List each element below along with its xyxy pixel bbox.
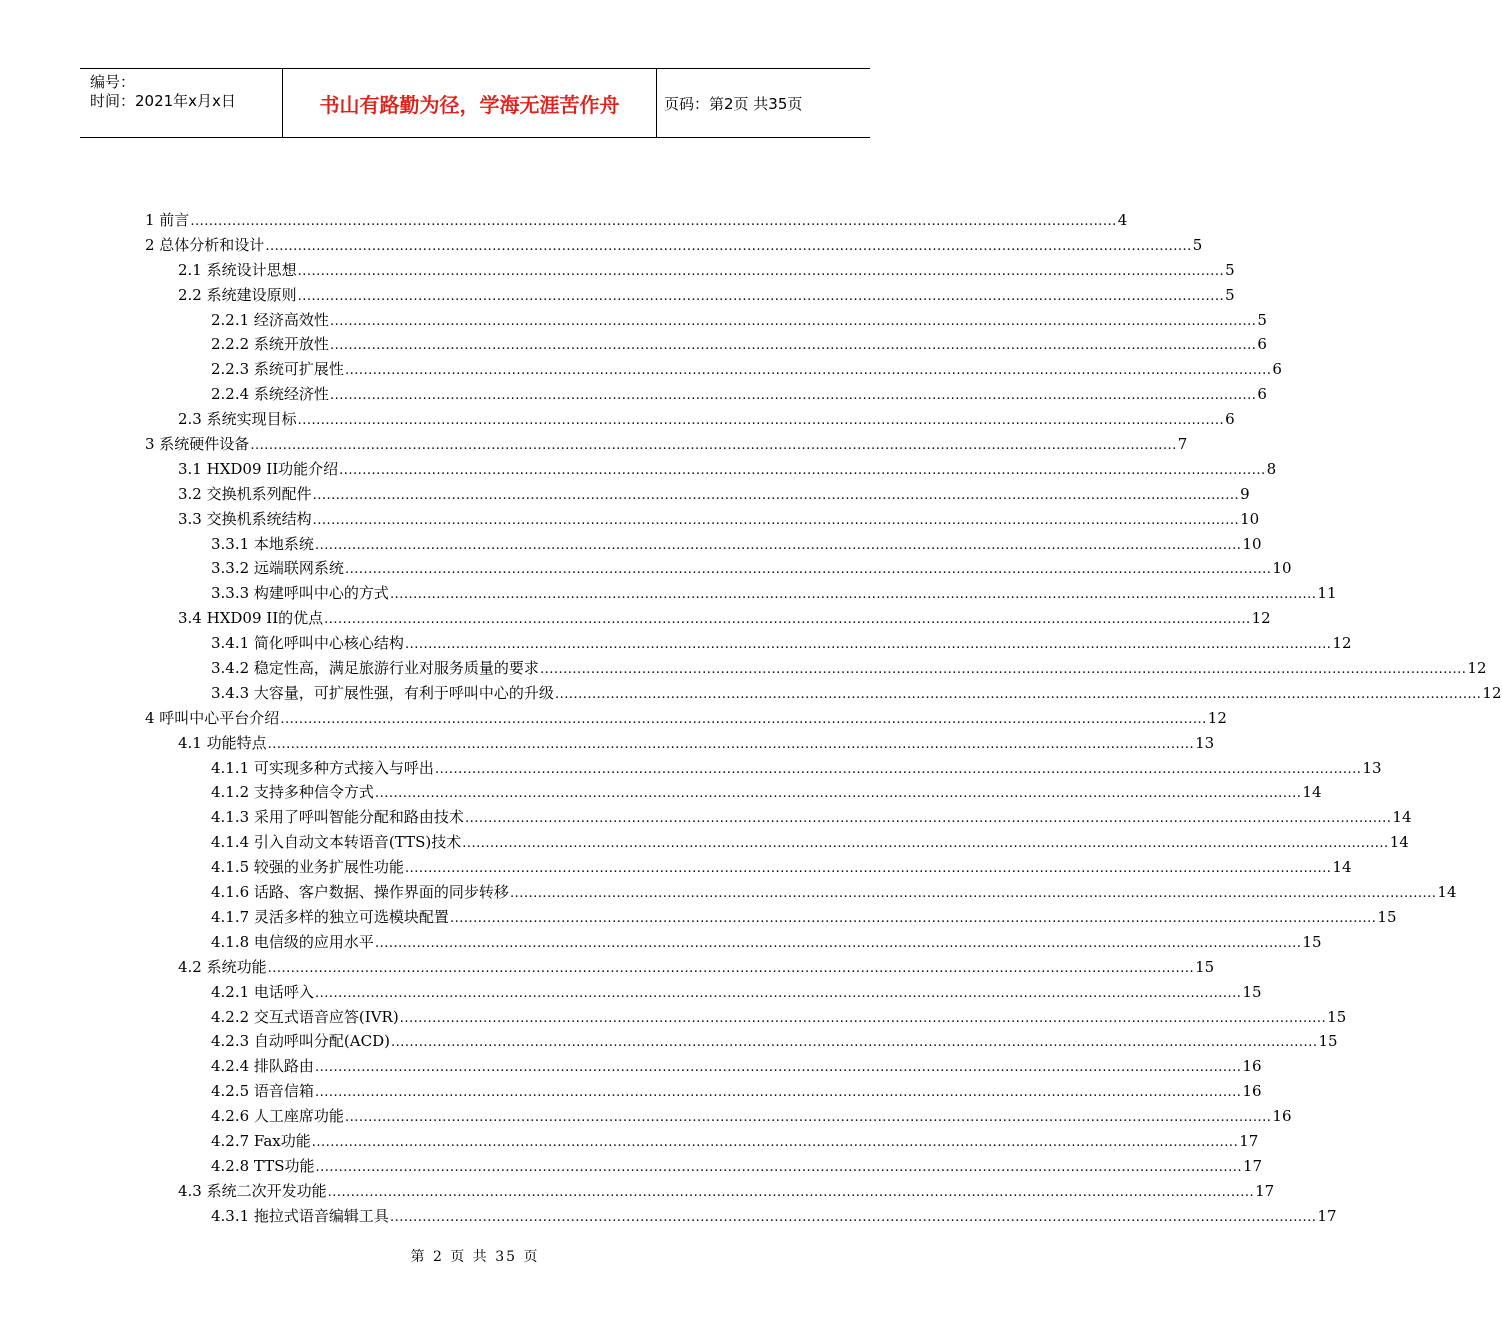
toc-entry-page: 5 [1257, 310, 1267, 329]
toc-entry[interactable] [211, 880, 1457, 905]
page-header [80, 68, 870, 138]
toc-entry[interactable] [211, 980, 1262, 1005]
toc-leader-dots: ........................................................................................................................................................................................................ [297, 288, 1225, 304]
toc-entry[interactable] [211, 805, 1412, 830]
toc-entry[interactable] [211, 556, 1292, 581]
toc-leader-dots: ........................................................................................................................................................................................................ [389, 587, 1317, 603]
toc-entry[interactable] [211, 780, 1322, 805]
toc-leader-dots: ........................................................................................................................................................................................................ [250, 438, 1177, 454]
toc-leader-dots: ........................................................................................................................................................................................................ [554, 686, 1482, 702]
toc-entry-page: 14 [1302, 783, 1322, 802]
toc-entry-title: 2.2.2 系统开放性 [211, 335, 329, 354]
toc-leader-dots: ........................................................................................................................................................................................................ [464, 811, 1392, 827]
toc-entry-page: 16 [1242, 1082, 1262, 1101]
toc-entry-title: 4.1.3 采用了呼叫智能分配和路由技术 [211, 808, 464, 827]
toc-entry[interactable] [178, 731, 1215, 756]
toc-entry-title: 4.2.8 TTS功能 [211, 1156, 315, 1175]
toc-entry[interactable] [211, 1079, 1262, 1104]
toc-entry-title: 4.1.7 灵活多样的独立可选模块配置 [211, 907, 449, 926]
toc-entry-page: 14 [1389, 833, 1409, 852]
toc-entry-title: 3.2 交换机系列配件 [178, 484, 312, 503]
toc-leader-dots: ........................................................................................................................................................................................................ [509, 886, 1437, 902]
toc-entry[interactable] [211, 1154, 1263, 1179]
header-motto: 书山有路勤为径，学海无涯苦作舟 [319, 92, 620, 117]
toc-entry-page: 15 [1242, 982, 1262, 1001]
toc-entry-title: 4.1.1 可实现多种方式接入与呼出 [211, 758, 434, 777]
toc-entry-title: 3 系统硬件设备 [145, 435, 250, 454]
table-of-contents [0, 208, 1502, 1229]
toc-entry[interactable] [211, 1054, 1262, 1079]
toc-entry-page: 15 [1302, 932, 1322, 951]
toc-entry-title: 3.3.1 本地系统 [211, 534, 314, 553]
toc-entry-page: 9 [1240, 484, 1250, 503]
toc-entry[interactable] [211, 830, 1409, 855]
toc-leader-dots: ........................................................................................................................................................................................................ [314, 985, 1242, 1001]
toc-entry-page: 15 [1327, 1007, 1347, 1026]
toc-entry-title: 2.2.1 经济高效性 [211, 310, 329, 329]
toc-entry[interactable] [211, 756, 1382, 781]
toc-leader-dots: ........................................................................................................................................................................................................ [399, 1010, 1327, 1026]
toc-leader-dots: ........................................................................................................................................................................................................ [344, 562, 1272, 578]
toc-entry-page: 15 [1377, 907, 1397, 926]
toc-entry-title: 4.2.4 排队路由 [211, 1057, 314, 1076]
toc-entry[interactable] [211, 656, 1487, 681]
toc-leader-dots: ........................................................................................................................................................................................................ [314, 1085, 1242, 1101]
toc-entry-title: 3.1 HXD09 II功能介绍 [178, 459, 339, 478]
toc-entry-page: 17 [1317, 1206, 1337, 1225]
toc-entry-page: 15 [1318, 1032, 1338, 1051]
toc-entry-page: 17 [1242, 1156, 1263, 1175]
toc-leader-dots: ........................................................................................................................................................................................................ [329, 338, 1257, 354]
toc-leader-dots: ........................................................................................................................................................................................................ [311, 1134, 1239, 1150]
toc-leader-dots: ........................................................................................................................................................................................................ [297, 413, 1225, 429]
toc-leader-dots: ........................................................................................................................................................................................................ [329, 313, 1257, 329]
toc-entry-page: 16 [1242, 1057, 1262, 1076]
toc-entry[interactable] [145, 706, 1227, 731]
toc-leader-dots: ........................................................................................................................................................................................................ [312, 487, 1240, 503]
toc-entry[interactable] [178, 482, 1250, 507]
toc-entry-title: 3.3.2 远端联网系统 [211, 559, 344, 578]
toc-entry[interactable] [178, 955, 1215, 980]
toc-entry[interactable] [211, 681, 1502, 706]
toc-entry-page: 13 [1362, 758, 1382, 777]
toc-entry[interactable] [178, 457, 1277, 482]
toc-leader-dots: ........................................................................................................................................................................................................ [327, 1184, 1255, 1200]
toc-entry-page: 10 [1272, 559, 1292, 578]
toc-leader-dots: ........................................................................................................................................................................................................ [324, 612, 1251, 628]
time-label: 时间：2021年x月x日 [90, 92, 236, 110]
toc-entry[interactable] [211, 1204, 1337, 1229]
toc-leader-dots: ........................................................................................................................................................................................................ [404, 861, 1332, 877]
toc-entry-page: 5 [1192, 235, 1203, 254]
toc-entry-page: 14 [1437, 883, 1457, 902]
toc-entry[interactable] [178, 283, 1235, 308]
toc-leader-dots: ........................................................................................................................................................................................................ [449, 910, 1377, 926]
toc-entry-page: 14 [1392, 808, 1412, 827]
toc-leader-dots: ........................................................................................................................................................................................................ [539, 662, 1467, 678]
header-meta [90, 73, 280, 111]
toc-entry-page: 15 [1195, 957, 1215, 976]
toc-entry-title: 4.1 功能特点 [178, 733, 267, 752]
toc-entry-title: 4.2.1 电话呼入 [211, 982, 314, 1001]
toc-leader-dots: ........................................................................................................................................................................................................ [344, 363, 1272, 379]
toc-leader-dots: ........................................................................................................................................................................................................ [267, 960, 1195, 976]
toc-entry-title: 2.2.4 系统经济性 [211, 385, 329, 404]
toc-entry[interactable] [211, 855, 1352, 880]
toc-entry-page: 6 [1257, 385, 1267, 404]
toc-entry-title: 4.2.6 人工座席功能 [211, 1107, 344, 1126]
toc-leader-dots: ........................................................................................................................................................................................................ [339, 462, 1266, 478]
serial-label: 编号： [90, 73, 136, 91]
toc-leader-dots: ........................................................................................................................................................................................................ [314, 1060, 1242, 1076]
toc-entry[interactable] [211, 905, 1397, 930]
toc-entry-page: 16 [1272, 1107, 1292, 1126]
toc-leader-dots: ........................................................................................................................................................................................................ [265, 238, 1192, 254]
toc-leader-dots: ........................................................................................................................................................................................................ [297, 263, 1225, 279]
header-page-info: 页码：第2页 共35页 [664, 94, 803, 113]
toc-leader-dots: ........................................................................................................................................................................................................ [315, 1159, 1242, 1175]
toc-entry-title: 2.1 系统设计思想 [178, 260, 297, 279]
toc-entry-page: 10 [1242, 534, 1262, 553]
toc-entry[interactable] [211, 532, 1262, 557]
header-divider [656, 69, 657, 137]
toc-entry-page: 6 [1272, 360, 1282, 379]
toc-entry-title: 4 呼叫中心平台介绍 [145, 708, 280, 727]
toc-entry[interactable] [211, 1005, 1347, 1030]
toc-leader-dots: ........................................................................................................................................................................................................ [280, 711, 1207, 727]
page-footer: 第 2 页 共 35 页 [410, 1249, 540, 1265]
toc-entry-page: 6 [1225, 410, 1235, 429]
toc-entry-title: 4.2.2 交互式语音应答(IVR) [211, 1007, 399, 1026]
toc-entry-title: 4.2.5 语音信箱 [211, 1082, 314, 1101]
toc-leader-dots: ........................................................................................................................................................................................................ [462, 836, 1389, 852]
toc-leader-dots: ........................................................................................................................................................................................................ [312, 512, 1240, 528]
toc-leader-dots: ........................................................................................................................................................................................................ [374, 786, 1302, 802]
toc-leader-dots: ........................................................................................................................................................................................................ [389, 1209, 1317, 1225]
toc-entry[interactable] [211, 631, 1352, 656]
toc-entry-title: 1 前言 [145, 211, 190, 229]
toc-leader-dots: ........................................................................................................................................................................................................ [374, 935, 1302, 951]
toc-entry[interactable] [178, 507, 1260, 532]
toc-entry[interactable] [178, 1179, 1275, 1204]
toc-entry[interactable] [211, 308, 1267, 333]
toc-entry[interactable] [211, 332, 1267, 357]
toc-leader-dots: ........................................................................................................................................................................................................ [329, 388, 1257, 404]
toc-entry[interactable] [211, 930, 1322, 955]
toc-entry-page: 6 [1257, 335, 1267, 354]
toc-leader-dots: ........................................................................................................................................................................................................ [434, 761, 1362, 777]
toc-entry-page: 12 [1207, 708, 1227, 727]
toc-entry[interactable] [211, 382, 1267, 407]
toc-leader-dots: ........................................................................................................................................................................................................ [314, 537, 1242, 553]
toc-entry[interactable] [178, 606, 1271, 631]
toc-entry[interactable] [211, 1104, 1292, 1129]
toc-entry[interactable] [178, 407, 1235, 432]
toc-entry-page: 17 [1239, 1131, 1259, 1150]
toc-entry-title: 4.1.4 引入自动文本转语音(TTS)技术 [211, 833, 462, 852]
toc-entry-title: 4.2.3 自动呼叫分配(ACD) [211, 1032, 390, 1051]
toc-entry[interactable] [211, 581, 1337, 606]
toc-entry-page: 11 [1317, 584, 1337, 603]
toc-entry-title: 2.3 系统实现目标 [178, 410, 297, 429]
toc-leader-dots: ........................................................................................................................................................................................................ [267, 736, 1195, 752]
toc-entry-page: 5 [1225, 285, 1235, 304]
toc-entry[interactable] [145, 208, 1128, 233]
toc-entry-page: 14 [1332, 858, 1352, 877]
toc-entry-title: 3.4.3 大容量，可扩展性强，有利于呼叫中心的升级 [211, 683, 554, 702]
toc-entry-title: 3.3.3 构建呼叫中心的方式 [211, 584, 389, 603]
toc-entry-title: 4.3 系统二次开发功能 [178, 1181, 327, 1200]
toc-entry[interactable] [145, 233, 1203, 258]
toc-entry[interactable] [211, 1029, 1338, 1054]
toc-entry[interactable] [211, 357, 1282, 382]
toc-entry[interactable] [145, 432, 1188, 457]
toc-entry-page: 12 [1467, 659, 1487, 678]
toc-entry-page: 12 [1482, 683, 1502, 702]
toc-entry-title: 4.3.1 拖拉式语音编辑工具 [211, 1206, 389, 1225]
toc-leader-dots: ........................................................................................................................................................................................................ [404, 637, 1332, 653]
toc-entry-title: 3.4.1 简化呼叫中心核心结构 [211, 634, 404, 653]
toc-leader-dots: ........................................................................................................................................................................................................ [344, 1110, 1272, 1126]
toc-entry[interactable] [211, 1129, 1259, 1154]
toc-leader-dots: ........................................................................................................................................................................................................ [190, 214, 1117, 229]
toc-entry-title: 2 总体分析和设计 [145, 235, 265, 254]
toc-entry-page: 4 [1117, 211, 1128, 229]
toc-entry-page: 8 [1266, 459, 1277, 478]
toc-entry-page: 17 [1255, 1181, 1275, 1200]
toc-entry-title: 4.1.5 较强的业务扩展性功能 [211, 858, 404, 877]
toc-entry-title: 3.4.2 稳定性高，满足旅游行业对服务质量的要求 [211, 659, 539, 678]
toc-entry-page: 12 [1251, 609, 1271, 628]
toc-entry-page: 12 [1332, 634, 1352, 653]
toc-entry-title: 4.1.2 支持多种信令方式 [211, 783, 374, 802]
toc-entry[interactable] [178, 258, 1235, 283]
toc-leader-dots: ........................................................................................................................................................................................................ [390, 1035, 1318, 1051]
toc-entry-page: 13 [1195, 733, 1215, 752]
toc-entry-title: 4.2 系统功能 [178, 957, 267, 976]
toc-entry-title: 4.1.8 电信级的应用水平 [211, 932, 374, 951]
toc-entry-title: 2.2.3 系统可扩展性 [211, 360, 344, 379]
toc-entry-title: 3.4 HXD09 II的优点 [178, 609, 324, 628]
toc-entry-page: 10 [1240, 509, 1260, 528]
toc-entry-page: 5 [1225, 260, 1235, 279]
toc-entry-title: 2.2 系统建设原则 [178, 285, 297, 304]
toc-entry-title: 4.2.7 Fax功能 [211, 1131, 311, 1150]
toc-entry-page: 7 [1177, 435, 1188, 454]
toc-entry-title: 4.1.6 话路、客户数据、操作界面的同步转移 [211, 883, 509, 902]
toc-entry-title: 3.3 交换机系统结构 [178, 509, 312, 528]
